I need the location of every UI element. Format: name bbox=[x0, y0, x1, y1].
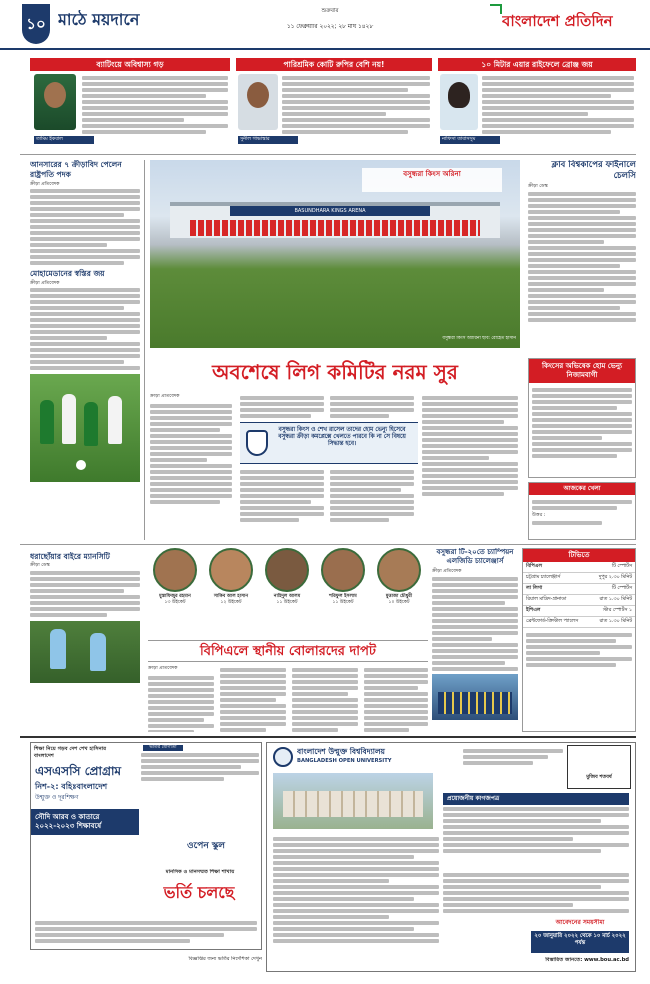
photo-caption: তামিম ইকবাল bbox=[34, 136, 94, 144]
gavaskar-photo bbox=[238, 74, 278, 130]
info-title: প্রয়োজনীয় কাগজপত্র bbox=[443, 793, 629, 805]
story-body bbox=[529, 383, 635, 463]
column-text bbox=[330, 394, 414, 420]
column-text bbox=[364, 666, 428, 732]
divider bbox=[20, 544, 636, 545]
t20-story[interactable] bbox=[432, 548, 518, 732]
header-day: শুক্রবার bbox=[321, 8, 339, 14]
column-text bbox=[240, 394, 324, 420]
tv-more bbox=[523, 628, 635, 672]
bou-body-2 bbox=[443, 871, 629, 915]
ad-body bbox=[141, 751, 259, 783]
bou-website[interactable]: বিস্তারিত জানতে: www.bou.ac.bd bbox=[545, 957, 629, 963]
divider bbox=[20, 736, 636, 738]
masthead-logo: বাংলাদেশ প্রতিদিন bbox=[502, 12, 613, 30]
top-story-3[interactable] bbox=[438, 58, 636, 150]
bou-intro bbox=[463, 747, 563, 767]
photo-credit: বসুন্ধরা কিংস অ্যারিনা ছবি: রোহেত হাসান bbox=[442, 336, 516, 341]
top-story-2[interactable] bbox=[236, 58, 432, 150]
column-text bbox=[240, 468, 324, 524]
ad-footer-text bbox=[35, 919, 257, 945]
story-title: বসুন্ধরা টি-২০তে চ্যাম্পিয়ন এলজিডি চ্যালেঞ্জার্স bbox=[436, 548, 514, 566]
kings-logo-icon bbox=[246, 430, 268, 456]
ad-sub: উন্মুক্ত ও দূরশিক্ষণ bbox=[35, 794, 79, 801]
tv-listings bbox=[522, 548, 636, 732]
ad-note: ভর্তির যোগ্যতা bbox=[143, 745, 183, 751]
ad-region: সৌদি আরব ও কাতারে ২০২২-২০২৩ শিক্ষাবর্ষে bbox=[31, 809, 139, 836]
main-headline[interactable]: অবশেষে লিগ কমিটির নরম সুর bbox=[212, 360, 458, 384]
logo-mark-icon bbox=[490, 4, 502, 14]
tamim-photo bbox=[34, 74, 76, 130]
deadline-label: আবেদনের সময়সীমা bbox=[555, 919, 605, 926]
champion-photo bbox=[432, 674, 518, 720]
tv-row[interactable]: বিপিএল টি স্পোর্টস bbox=[523, 562, 635, 573]
player-card: নাহিদুল আলম ১১ উইকেট bbox=[260, 548, 314, 605]
ad-open-school: ওপেন স্কুল bbox=[186, 841, 226, 851]
story-title: কিংসের অভিষেক হোম ভেন্যু নিজামবাগী bbox=[529, 359, 635, 383]
nafisa-photo bbox=[440, 74, 478, 130]
ad-nish: নিশ-২: বহিঃবাংলাদেশ bbox=[35, 782, 108, 791]
story-body bbox=[30, 288, 140, 370]
tv-row[interactable]: লা লিগা টি স্পোর্টস bbox=[523, 584, 635, 595]
today-quiz-box bbox=[528, 482, 636, 540]
kings-venue-box[interactable] bbox=[528, 358, 636, 478]
center-story-body bbox=[150, 394, 520, 544]
tv-row[interactable]: রিয়াল মাদ্রিদ-গ্রানাডা রাত ১.৩০ মিনিট bbox=[523, 595, 635, 606]
player-card: শরিফুল ইসলাম ১১ উইকেট bbox=[316, 548, 370, 605]
story-body bbox=[282, 74, 430, 136]
left-column bbox=[30, 160, 140, 550]
divider bbox=[20, 154, 636, 155]
footer-note: বিজ্ঞপ্তির জন্য ভর্তির নির্দেশিকা দেখুন bbox=[188, 956, 262, 962]
today-title: আজকের খেলা bbox=[529, 483, 635, 495]
column-text bbox=[220, 666, 286, 732]
bpl-player-row bbox=[148, 548, 426, 636]
story-title[interactable]: ধরাছোঁয়ার বাইরে ম্যানসিটি bbox=[30, 552, 110, 561]
story-body bbox=[482, 74, 634, 136]
player-card: সাকিব আল হাসান ১২ উইকেট bbox=[204, 548, 258, 605]
column-text bbox=[330, 468, 414, 524]
stadium-photo bbox=[150, 160, 520, 348]
bpl-headline[interactable]: বিপিএলে স্থানীয় বোলারদের দাপট bbox=[148, 640, 428, 662]
byline: ক্রীড়া ডেস্ক bbox=[528, 184, 548, 190]
column-text bbox=[148, 674, 214, 732]
ad-admission: ভর্তি চলছে bbox=[143, 883, 255, 913]
ssc-ad[interactable] bbox=[30, 742, 262, 950]
photo-caption-box: বসুন্ধরা কিংস অরিনা bbox=[362, 168, 502, 192]
deadline-box: ২০ জানুয়ারি ২০২২ থেকে ১০ মার্চ ২০২২ পর্যন্ত bbox=[531, 931, 629, 953]
top-story-title: ব্যাটিংয়ে অবিশ্বাস্য গড় bbox=[30, 58, 230, 71]
byline: ক্রীড়া প্রতিবেদক bbox=[30, 181, 60, 187]
divider bbox=[144, 160, 145, 540]
photo-caption: সুনীল গাভাস্কার bbox=[238, 136, 298, 144]
column-text bbox=[422, 394, 518, 498]
bpl-body bbox=[148, 666, 428, 732]
bou-name-bn: বাংলাদেশ উন্মুক্ত বিশ্ববিদ্যালয় bbox=[297, 747, 385, 756]
byline: ক্রীড়া প্রতিবেদক bbox=[432, 568, 462, 574]
top-story-title: ১০ মিটার এয়ার রাইফেলে ব্রোঞ্জ জয় bbox=[438, 58, 636, 71]
football-photo bbox=[30, 374, 140, 482]
tv-row[interactable]: ইপিএল স্টার স্পোর্টস ১ bbox=[523, 606, 635, 617]
city-photo bbox=[30, 621, 140, 683]
header-date: ১১ ফেব্রুয়ারি ২০২২; ২৮ মাঘ ১৪২৮ bbox=[286, 24, 374, 30]
page-number: ১০ bbox=[22, 4, 50, 44]
quiz-answer: উত্তর : bbox=[532, 511, 546, 518]
ad-program: এসএসসি প্রোগ্রাম bbox=[35, 764, 122, 778]
player-card: মুত্তাজা চৌধুরী ১০ উইকেট bbox=[372, 548, 426, 605]
story-body bbox=[528, 192, 636, 322]
story-body bbox=[30, 189, 140, 265]
ad-quality: মানসিক ও মানসম্মত শিক্ষা শাখায় bbox=[165, 869, 235, 875]
quiz-body bbox=[529, 495, 635, 531]
story-body bbox=[30, 571, 140, 617]
stadium-sign: BASUNDHARA KINGS ARENA bbox=[230, 206, 430, 216]
page-header bbox=[0, 0, 650, 50]
stadium-seats bbox=[190, 220, 480, 236]
story-title[interactable]: ক্লাব বিশ্বকাপের ফাইনালে চেলসি bbox=[551, 160, 636, 182]
column-text bbox=[150, 402, 232, 506]
info-list bbox=[443, 805, 629, 855]
byline: ক্রীড়া প্রতিবেদক bbox=[150, 394, 180, 399]
byline: ক্রীড়া প্রতিবেদক bbox=[148, 666, 178, 671]
tv-title: টিভিতে bbox=[523, 549, 635, 562]
top-story-title: পারিশ্রমিক কোটি রুপির বেশি নয়! bbox=[236, 58, 432, 71]
bou-ad[interactable] bbox=[266, 742, 636, 972]
player-card: মুস্তাফিজুর রহমান ১৩ উইকেট bbox=[148, 548, 202, 605]
bou-logo-icon bbox=[273, 747, 293, 767]
story-body bbox=[432, 577, 518, 671]
bou-body bbox=[273, 835, 439, 945]
photo-caption: নাফিসা তাবাসসুম bbox=[440, 136, 500, 144]
left-column-lower bbox=[30, 552, 140, 702]
byline: ক্রীড়া ডেস্ক bbox=[30, 563, 50, 569]
tv-row[interactable]: ব্রেন্টফোর্ড-ক্রিস্টাল প্যালেস রাত ১.৩০ মিনিট bbox=[523, 617, 635, 628]
story-body bbox=[82, 74, 228, 136]
mujib-badge: মুজিব শতবর্ষ bbox=[567, 745, 631, 789]
ad-quote: শিক্ষা নিয়ে গড়ব দেশ শেখ হাসিনার বাংলাদেশ bbox=[34, 746, 107, 759]
column-text bbox=[292, 666, 358, 732]
tv-row[interactable]: চট্টগ্রাম চ্যালেঞ্জার্স দুপুর ২.৩০ মিনিট bbox=[523, 573, 635, 584]
top-story-1[interactable] bbox=[30, 58, 230, 150]
pull-quote: বসুন্ধরা কিংস ও শেখ রাসেল তাদের হোম ভেন্যু হিসেবে বসুন্ধরা ক্রীড়া কমপ্লেক্সে খেলতে পারবে কি না সে বিষয়ে সিদ্ধান্ত হবে। bbox=[240, 422, 418, 464]
section-title: মাঠে ময়দানে bbox=[58, 10, 140, 29]
byline: ক্রীড়া প্রতিবেদক bbox=[30, 280, 60, 286]
right-column bbox=[528, 160, 636, 338]
story-title[interactable]: মোহামেডানের স্বস্তির জয় bbox=[30, 269, 105, 279]
story-title[interactable]: আনসারের ৭ ক্রীড়াবিদ পেলেন রাষ্ট্রপতি পদক bbox=[30, 160, 122, 179]
bou-campus-photo bbox=[273, 773, 433, 829]
bou-name-en: BANGLADESH OPEN UNIVERSITY bbox=[297, 758, 392, 764]
